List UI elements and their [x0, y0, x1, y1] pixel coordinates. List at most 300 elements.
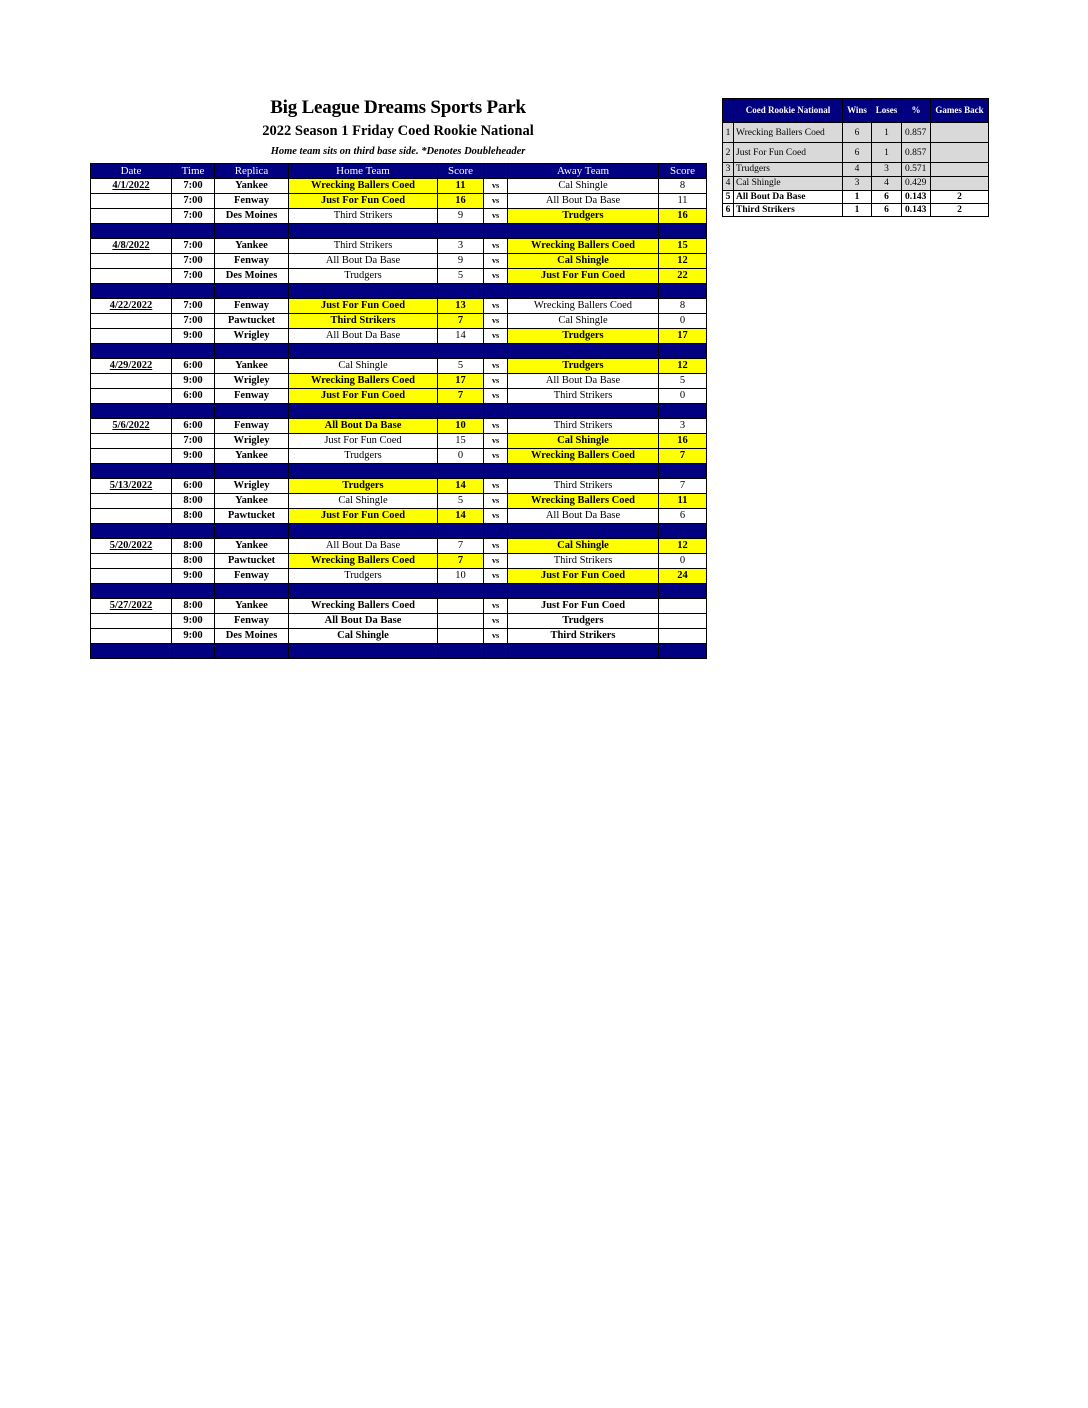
home-score: 9: [438, 209, 484, 224]
game-replica: Pawtucket: [215, 314, 289, 329]
home-score: 16: [438, 194, 484, 209]
week-separator: [91, 344, 707, 359]
home-score: 14: [438, 329, 484, 344]
home-score: 11: [438, 179, 484, 194]
document-header: [90, 96, 706, 162]
away-score: 12: [659, 539, 707, 554]
game-time: 9:00: [172, 629, 215, 644]
home-score: 13: [438, 299, 484, 314]
away-score: 0: [659, 389, 707, 404]
standings-rank: 4: [723, 177, 734, 191]
away-score: 8: [659, 179, 707, 194]
home-score: 5: [438, 494, 484, 509]
home-team: Third Strikers: [289, 209, 438, 224]
separator-cell: [215, 344, 289, 359]
away-team: Cal Shingle: [508, 434, 659, 449]
separator-cell: [91, 404, 172, 419]
col-away-score: Score: [659, 164, 707, 179]
game-date: 4/8/2022: [91, 239, 172, 254]
home-team: Just For Fun Coed: [289, 299, 438, 314]
standings-row: [723, 177, 989, 191]
vs-label: vs: [484, 569, 508, 584]
away-team: Wrecking Ballers Coed: [508, 449, 659, 464]
separator-cell: [172, 464, 215, 479]
standings-loses: 6: [872, 191, 902, 204]
home-team: Wrecking Ballers Coed: [289, 599, 438, 614]
separator-cell: [659, 284, 707, 299]
game-replica: Pawtucket: [215, 509, 289, 524]
home-score: 9: [438, 254, 484, 269]
standings-loses: 4: [872, 177, 902, 191]
vs-label: vs: [484, 299, 508, 314]
home-team: Just For Fun Coed: [289, 509, 438, 524]
standings-pct: 0.143: [902, 191, 931, 204]
home-team: All Bout Da Base: [289, 539, 438, 554]
separator-cell: [508, 404, 659, 419]
separator-cell: [91, 284, 172, 299]
week-separator: [91, 284, 707, 299]
home-score: 7: [438, 539, 484, 554]
separator-cell: [215, 284, 289, 299]
separator-cell: [91, 464, 172, 479]
game-replica: Yankee: [215, 539, 289, 554]
vs-label: vs: [484, 374, 508, 389]
separator-cell: [508, 284, 659, 299]
standings-col-games-back: Games Back: [931, 99, 989, 123]
col-home-score: Score: [438, 164, 484, 179]
standings-loses: 1: [872, 123, 902, 143]
separator-cell: [289, 644, 438, 659]
game-replica: Yankee: [215, 239, 289, 254]
game-replica: Yankee: [215, 494, 289, 509]
game-row: [91, 374, 707, 389]
standings-team: Wrecking Ballers Coed: [734, 123, 843, 143]
separator-cell: [172, 644, 215, 659]
game-row: [91, 419, 707, 434]
separator-cell: [484, 584, 508, 599]
home-score: 10: [438, 569, 484, 584]
game-replica: Fenway: [215, 419, 289, 434]
standings-team: Cal Shingle: [734, 177, 843, 191]
game-date: 4/1/2022: [91, 179, 172, 194]
away-team: Trudgers: [508, 614, 659, 629]
game-row: [91, 434, 707, 449]
game-date-empty: [91, 629, 172, 644]
col-time: Time: [172, 164, 215, 179]
separator-cell: [289, 284, 438, 299]
separator-cell: [508, 344, 659, 359]
game-time: 9:00: [172, 449, 215, 464]
standings-col-pct: %: [902, 99, 931, 123]
separator-cell: [508, 584, 659, 599]
home-team: Just For Fun Coed: [289, 194, 438, 209]
separator-cell: [484, 224, 508, 239]
home-team: Wrecking Ballers Coed: [289, 374, 438, 389]
col-away-team: Away Team: [508, 164, 659, 179]
separator-cell: [659, 524, 707, 539]
standings-team: Just For Fun Coed: [734, 143, 843, 163]
vs-label: vs: [484, 209, 508, 224]
separator-cell: [172, 524, 215, 539]
separator-cell: [484, 464, 508, 479]
standings-col-division: Coed Rookie National: [734, 99, 843, 123]
vs-label: vs: [484, 509, 508, 524]
game-row: [91, 254, 707, 269]
game-time: 7:00: [172, 239, 215, 254]
game-replica: Des Moines: [215, 269, 289, 284]
vs-label: vs: [484, 539, 508, 554]
game-row: [91, 569, 707, 584]
vs-label: vs: [484, 329, 508, 344]
game-replica: Yankee: [215, 599, 289, 614]
separator-cell: [91, 344, 172, 359]
vs-label: vs: [484, 554, 508, 569]
standings-team: Trudgers: [734, 163, 843, 177]
away-team: All Bout Da Base: [508, 509, 659, 524]
game-replica: Des Moines: [215, 209, 289, 224]
away-score: 11: [659, 494, 707, 509]
week-separator: [91, 524, 707, 539]
vs-label: vs: [484, 194, 508, 209]
week-separator: [91, 464, 707, 479]
game-replica: Fenway: [215, 194, 289, 209]
away-team: All Bout Da Base: [508, 194, 659, 209]
away-score: 17: [659, 329, 707, 344]
separator-cell: [172, 404, 215, 419]
game-date-empty: [91, 314, 172, 329]
home-team: Third Strikers: [289, 239, 438, 254]
home-score: 14: [438, 509, 484, 524]
game-time: 7:00: [172, 179, 215, 194]
game-time: 8:00: [172, 509, 215, 524]
separator-cell: [659, 644, 707, 659]
game-row: [91, 299, 707, 314]
standings-pct: 0.429: [902, 177, 931, 191]
vs-label: vs: [484, 389, 508, 404]
week-separator: [91, 404, 707, 419]
standings-wins: 4: [843, 163, 872, 177]
home-team: Cal Shingle: [289, 629, 438, 644]
vs-label: vs: [484, 239, 508, 254]
home-team: All Bout Da Base: [289, 329, 438, 344]
game-row: [91, 329, 707, 344]
standings-loses: 3: [872, 163, 902, 177]
away-team: Cal Shingle: [508, 254, 659, 269]
standings-col-loses: Loses: [872, 99, 902, 123]
standings-row: [723, 143, 989, 163]
vs-label: vs: [484, 359, 508, 374]
game-date-empty: [91, 554, 172, 569]
game-time: 9:00: [172, 374, 215, 389]
standings-wins: 6: [843, 123, 872, 143]
home-score: 7: [438, 554, 484, 569]
game-replica: Wrigley: [215, 374, 289, 389]
standings-games-back: [931, 163, 989, 177]
away-team: Just For Fun Coed: [508, 569, 659, 584]
game-replica: Yankee: [215, 359, 289, 374]
game-time: 6:00: [172, 359, 215, 374]
home-score: 3: [438, 239, 484, 254]
game-date-empty: [91, 209, 172, 224]
separator-cell: [91, 224, 172, 239]
home-score: 5: [438, 269, 484, 284]
home-score: 14: [438, 479, 484, 494]
game-row: [91, 179, 707, 194]
game-row: [91, 479, 707, 494]
standings-rank: 6: [723, 204, 734, 217]
game-date: 5/27/2022: [91, 599, 172, 614]
separator-cell: [508, 464, 659, 479]
separator-cell: [484, 404, 508, 419]
vs-label: vs: [484, 254, 508, 269]
home-team: Wrecking Ballers Coed: [289, 179, 438, 194]
home-score: 5: [438, 359, 484, 374]
standings-games-back: [931, 143, 989, 163]
game-row: [91, 539, 707, 554]
home-score: 10: [438, 419, 484, 434]
game-time: 7:00: [172, 314, 215, 329]
away-score: 5: [659, 374, 707, 389]
game-replica: Wrigley: [215, 329, 289, 344]
game-date-empty: [91, 569, 172, 584]
standings-team: Third Strikers: [734, 204, 843, 217]
home-team-note: Home team sits on third base side. *Denotes Doubleheader: [270, 146, 526, 157]
week-separator: [91, 224, 707, 239]
separator-cell: [172, 344, 215, 359]
standings-pct: 0.571: [902, 163, 931, 177]
game-time: 8:00: [172, 494, 215, 509]
away-team: Trudgers: [508, 209, 659, 224]
game-replica: Des Moines: [215, 629, 289, 644]
game-row: [91, 209, 707, 224]
separator-cell: [289, 464, 438, 479]
separator-cell: [438, 464, 484, 479]
away-score: 12: [659, 359, 707, 374]
away-team: Just For Fun Coed: [508, 599, 659, 614]
separator-cell: [484, 524, 508, 539]
home-team: Cal Shingle: [289, 359, 438, 374]
away-team: Third Strikers: [508, 389, 659, 404]
game-time: 6:00: [172, 419, 215, 434]
game-date: 5/20/2022: [91, 539, 172, 554]
home-team: Trudgers: [289, 569, 438, 584]
game-date-empty: [91, 194, 172, 209]
away-team: Wrecking Ballers Coed: [508, 299, 659, 314]
standings-games-back: [931, 177, 989, 191]
game-date: 4/22/2022: [91, 299, 172, 314]
standings-rank: 3: [723, 163, 734, 177]
game-time: 8:00: [172, 554, 215, 569]
game-replica: Fenway: [215, 389, 289, 404]
away-team: Cal Shingle: [508, 539, 659, 554]
home-team: Trudgers: [289, 479, 438, 494]
game-replica: Fenway: [215, 569, 289, 584]
standings-rank: 5: [723, 191, 734, 204]
separator-cell: [659, 464, 707, 479]
game-time: 9:00: [172, 569, 215, 584]
standings-col-wins: Wins: [843, 99, 872, 123]
standings-loses: 6: [872, 204, 902, 217]
away-score: 0: [659, 554, 707, 569]
away-score: [659, 599, 707, 614]
separator-cell: [484, 644, 508, 659]
game-date-empty: [91, 449, 172, 464]
separator-cell: [91, 584, 172, 599]
standings-row: [723, 163, 989, 177]
home-score: [438, 614, 484, 629]
game-date-empty: [91, 329, 172, 344]
game-time: 7:00: [172, 434, 215, 449]
home-team: Cal Shingle: [289, 494, 438, 509]
separator-cell: [215, 644, 289, 659]
standings-wins: 6: [843, 143, 872, 163]
home-score: 7: [438, 314, 484, 329]
home-team: All Bout Da Base: [289, 254, 438, 269]
away-team: Trudgers: [508, 359, 659, 374]
standings-header-row: [723, 99, 989, 123]
schedule-table: [90, 163, 707, 659]
vs-label: vs: [484, 269, 508, 284]
separator-cell: [215, 224, 289, 239]
away-score: [659, 629, 707, 644]
standings-pct: 0.857: [902, 143, 931, 163]
separator-cell: [438, 284, 484, 299]
away-team: Third Strikers: [508, 419, 659, 434]
game-time: 7:00: [172, 209, 215, 224]
col-date: Date: [91, 164, 172, 179]
col-home-team: Home Team: [289, 164, 438, 179]
home-score: 0: [438, 449, 484, 464]
away-score: 7: [659, 449, 707, 464]
game-date-empty: [91, 494, 172, 509]
game-date: 5/13/2022: [91, 479, 172, 494]
vs-label: vs: [484, 314, 508, 329]
standings-wins: 3: [843, 177, 872, 191]
away-score: 11: [659, 194, 707, 209]
game-row: [91, 614, 707, 629]
week-separator: [91, 644, 707, 659]
game-time: 7:00: [172, 299, 215, 314]
standings-games-back: 2: [931, 204, 989, 217]
home-score: 15: [438, 434, 484, 449]
game-replica: Wrigley: [215, 434, 289, 449]
separator-cell: [215, 524, 289, 539]
game-row: [91, 239, 707, 254]
vs-label: vs: [484, 629, 508, 644]
home-team: All Bout Da Base: [289, 419, 438, 434]
separator-cell: [172, 584, 215, 599]
away-team: Third Strikers: [508, 554, 659, 569]
schedule-header-row: [91, 164, 707, 179]
vs-label: vs: [484, 449, 508, 464]
vs-label: vs: [484, 614, 508, 629]
game-row: [91, 194, 707, 209]
standings-pct: 0.857: [902, 123, 931, 143]
vs-label: vs: [484, 434, 508, 449]
standings-rank: 1: [723, 123, 734, 143]
vs-label: vs: [484, 494, 508, 509]
game-date-empty: [91, 434, 172, 449]
home-team: Just For Fun Coed: [289, 389, 438, 404]
home-score: 17: [438, 374, 484, 389]
separator-cell: [289, 404, 438, 419]
separator-cell: [508, 524, 659, 539]
vs-label: vs: [484, 419, 508, 434]
away-team: Trudgers: [508, 329, 659, 344]
game-date-empty: [91, 269, 172, 284]
home-score: [438, 629, 484, 644]
game-replica: Fenway: [215, 299, 289, 314]
away-team: Third Strikers: [508, 629, 659, 644]
game-replica: Pawtucket: [215, 554, 289, 569]
schedule-body: [91, 179, 707, 659]
away-score: 0: [659, 314, 707, 329]
separator-cell: [438, 344, 484, 359]
game-replica: Yankee: [215, 449, 289, 464]
away-score: 6: [659, 509, 707, 524]
game-replica: Fenway: [215, 254, 289, 269]
separator-cell: [438, 644, 484, 659]
home-team: Just For Fun Coed: [289, 434, 438, 449]
game-time: 9:00: [172, 329, 215, 344]
separator-cell: [438, 584, 484, 599]
separator-cell: [289, 344, 438, 359]
home-score: [438, 599, 484, 614]
away-team: Wrecking Ballers Coed: [508, 239, 659, 254]
away-team: All Bout Da Base: [508, 374, 659, 389]
away-team: Cal Shingle: [508, 314, 659, 329]
game-row: [91, 509, 707, 524]
game-time: 7:00: [172, 194, 215, 209]
standings-wins: 1: [843, 204, 872, 217]
vs-label: vs: [484, 599, 508, 614]
separator-cell: [484, 284, 508, 299]
game-time: 7:00: [172, 254, 215, 269]
page-subtitle: 2022 Season 1 Friday Coed Rookie National: [262, 123, 534, 139]
week-separator: [91, 584, 707, 599]
standings-team: All Bout Da Base: [734, 191, 843, 204]
game-row: [91, 629, 707, 644]
vs-label: vs: [484, 179, 508, 194]
game-time: 6:00: [172, 389, 215, 404]
standings-body: [723, 123, 989, 217]
game-date-empty: [91, 614, 172, 629]
separator-cell: [438, 224, 484, 239]
standings-wins: 1: [843, 191, 872, 204]
away-score: 22: [659, 269, 707, 284]
game-date: 5/6/2022: [91, 419, 172, 434]
game-date: 4/29/2022: [91, 359, 172, 374]
separator-cell: [289, 584, 438, 599]
away-score: 24: [659, 569, 707, 584]
game-replica: Wrigley: [215, 479, 289, 494]
away-team: Third Strikers: [508, 479, 659, 494]
away-team: Wrecking Ballers Coed: [508, 494, 659, 509]
standings-row: [723, 123, 989, 143]
standings-col-rank: [723, 99, 734, 123]
game-row: [91, 554, 707, 569]
separator-cell: [289, 224, 438, 239]
away-score: 15: [659, 239, 707, 254]
away-score: [659, 614, 707, 629]
home-team: Third Strikers: [289, 314, 438, 329]
game-row: [91, 269, 707, 284]
separator-cell: [215, 404, 289, 419]
game-date-empty: [91, 374, 172, 389]
separator-cell: [508, 644, 659, 659]
standings-rank: 2: [723, 143, 734, 163]
away-score: 16: [659, 209, 707, 224]
